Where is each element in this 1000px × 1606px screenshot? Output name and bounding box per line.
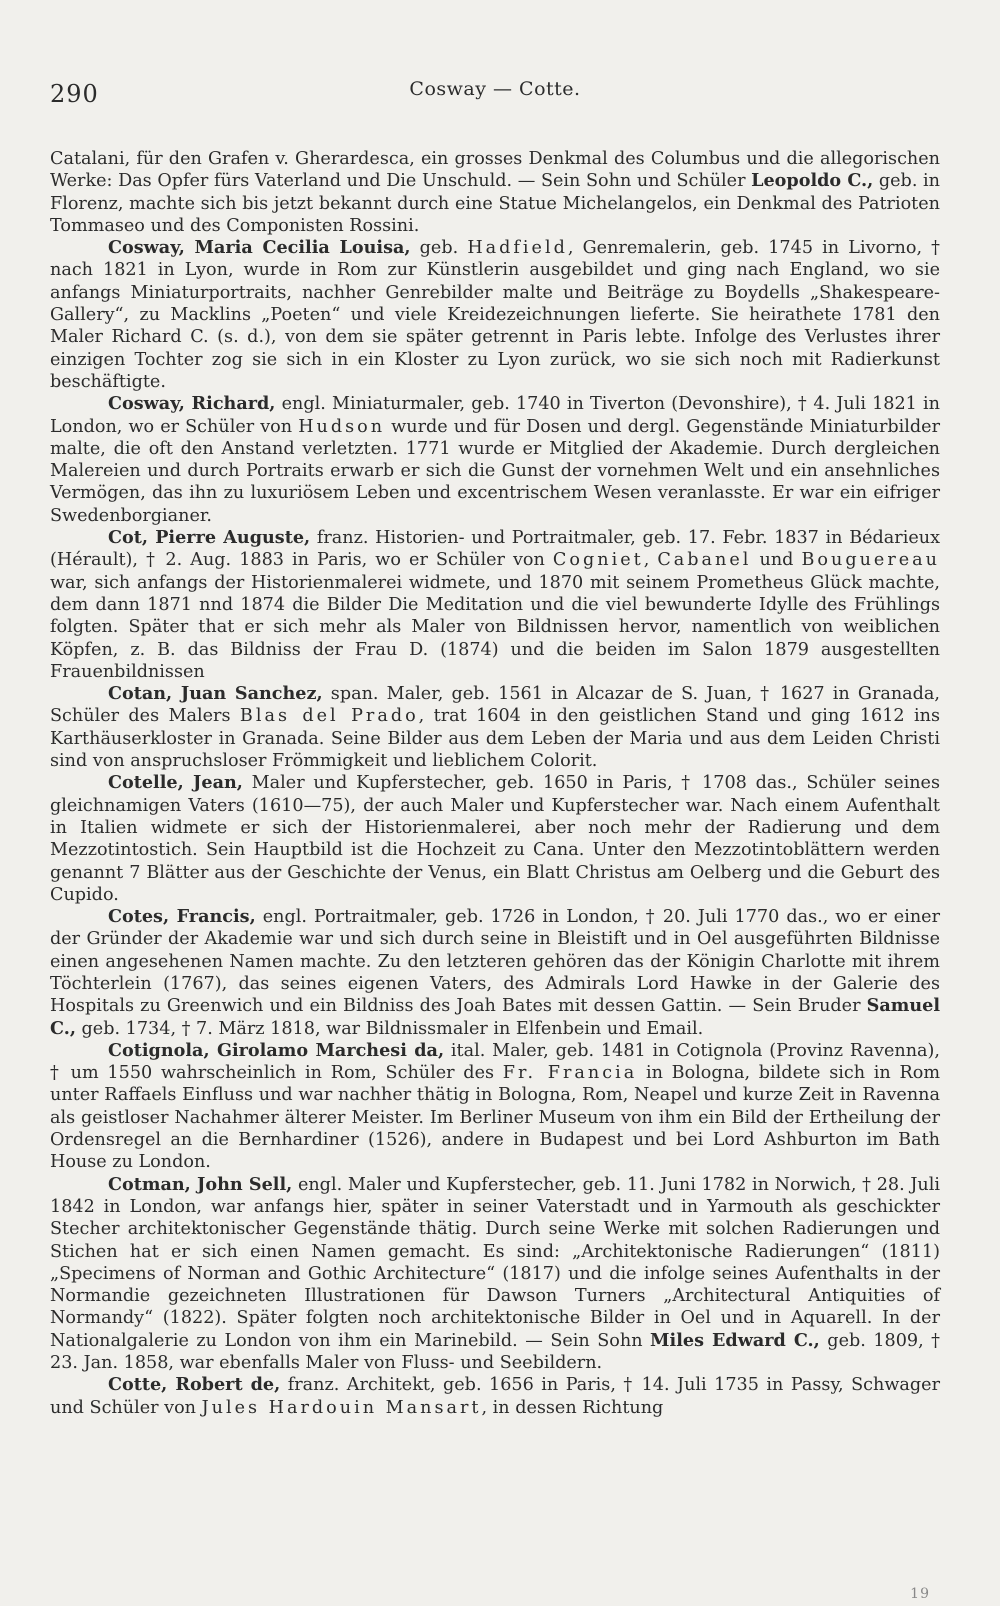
spaced-name: Fr. Francia <box>502 1063 638 1084</box>
entry-headword: Cotes, Francis, <box>108 906 256 928</box>
spaced-name: Blas del Prado <box>239 706 419 727</box>
body-text <box>50 148 940 1419</box>
entry-cosway-richard: Cosway, Richard, engl. Miniaturmaler, geb. 1740 in Tiverton (Devonshire), † 4. Juli 1821 in London, wo er Schüler von Hudson wurde und für Dosen und dergl. Gegenstände Miniaturbilder malte, die oft den Anstand verletzten. 1771 wurde er Mitglied der Akademie. Durch dergleichen Malereien und durch Portraits erwarb er sich die Gunst der vornehmen Welt und ein ansehnliches Vermögen, das ihn zu luxuriösem Leben und excentrischem Wesen veranlasste. Er war ein eifriger Swedenborgianer. <box>50 393 941 526</box>
name-highlight: Samuel C., <box>50 995 940 1039</box>
name-highlight: Leopoldo C., <box>751 170 874 192</box>
entry-continuation: Catalani, für den Grafen v. Gherardesca, ein grosses Denkmal des Columbus und die allegorischen Werke: Das Opfer fürs Vaterland und Die Unschuld. — Sein Sohn und Schüler Leopoldo C., geb. in Florenz, machte sich bis jetzt bekannt durch eine Statue Michelangelos, ein Denkmal des Patrioten Tommaseo und des Componisten Rossini. <box>50 149 940 236</box>
entry-cotes-francis: Cotes, Francis, engl. Portraitmaler, geb. 1726 in London, † 20. Juli 1770 das., wo er einer der Gründer der Akademie war und sich durch seine in Bleistift und in Oel ausgeführten Bildnisse einen angesehenen Namen machte. Zu den letzteren gehören das der Königin Charlotte mit ihrem Töchterlein (1767), das seines eigenen Vaters, des Admirals Lord Hawke in der Galerie des Hospitals zu Greenwich und ein Bildniss des Joah Bates mit dessen Gattin. — Sein Bruder Samuel C., geb. 1734, † 7. März 1818, war Bildnissmaler in Elfenbein und Email. <box>50 906 940 1039</box>
page-number: 290 <box>50 80 99 108</box>
entry-cotan-juan: Cotan, Juan Sanchez, span. Maler, geb. 1561 in Alcazar de S. Juan, † 1627 in Granada, Schüler des Malers Blas del Prado, trat 1604 in den geistlichen Stand und ging 1612 ins Karthäuserkloster in Granada. Seine Bilder aus dem Leben der Maria und aus dem Leiden Christi sind von anspruchsloser Frömmigkeit und lieblichem Colorit. <box>50 683 941 772</box>
entry-cotignola: Cotignola, Girolamo Marchesi da, ital. Maler, geb. 1481 in Cotignola (Provinz Ravenna), † um 1550 wahrscheinlich in Rom, Schüler des Fr. Francia in Bologna, bildete sich in Rom unter Raffaels Einfluss und war nachher thätig in Bologna, Rom, Neapel und kurze Zeit in Ravenna als geistloser Nachahmer älterer Meister. Im Berliner Museum von ihm ein Bild der Ertheilung der Ordensregel an die Bernhardiner (1526), andere in Budapest und bei Lord Ashburton im Bath House zu London. <box>50 1039 941 1173</box>
entry-headword: Cotan, Juan Sanchez, <box>108 683 323 705</box>
entry-cot-pierre: Cot, Pierre Auguste, franz. Historien- und Portraitmaler, geb. 17. Febr. 1837 in Bédarieux (Hérault), † 2. Aug. 1883 in Paris, wo er Schüler von Cogniet, Cabanel und Bouguereau war, sich anfangs der Historienmalerei widmete, und 1870 mit seinem Prometheus Glück machte, dem dann 1871 nnd 1874 die Bilder Die Meditation und die viel bewunderte Idylle des Frühlings folgten. Später that er sich mehr als Maler von Bildnissen hervor, namentlich von weiblichen Köpfen, z. B. das Bildniss der Frau D. (1874) und die beiden im Salon 1879 ausgestellten Frauenbildnissen <box>50 527 940 682</box>
spaced-name: Jules Hardouin Mansart <box>201 1397 482 1418</box>
signature-mark: 19 <box>910 1586 930 1602</box>
entry-headword: Cotelle, Jean, <box>108 772 243 794</box>
spaced-name: Hudson <box>298 416 386 437</box>
running-head: Cosway — Cotte. <box>409 78 581 100</box>
entry-cosway-maria: Cosway, Maria Cecilia Louisa, geb. Hadfield, Genremalerin, geb. 1745 in Livorno, † nach 1821 in Lyon, wurde in Rom zur Künstlerin ausgebildet und ging nach England, wo sie anfangs Miniaturportraits, nachher Genrebilder malte und Beiträge zu Boydells „Shakespeare-Gallery“, zu Macklins „Poeten“ und viele Kreidezeichnungen lieferte. Sie heirathete 1781 den Maler Richard C. (s. d.), von dem sie später getrennt in Paris lebte. Infolge des Verlustes ihrer einzigen Tochter zog sie sich in ein Kloster zu Lyon zurück, wo sie sich noch mit Radierkunst beschäftigte. <box>50 237 940 392</box>
spaced-name: Hadfield <box>467 238 568 259</box>
entry-headword: Cotignola, Girolamo Marchesi da, <box>108 1039 445 1061</box>
entry-headword: Cot, Pierre Auguste, <box>108 527 311 549</box>
spaced-name: Cogniet <box>552 550 644 571</box>
name-highlight: Miles Edward C., <box>650 1329 820 1351</box>
entry-headword: Cosway, Richard, <box>108 393 276 415</box>
entry-headword: Cotman, John Sell, <box>108 1173 293 1195</box>
entry-headword: Cosway, Maria Cecilia Louisa, <box>108 237 411 259</box>
entry-cotelle-jean: Cotelle, Jean, Maler und Kupferstecher, geb. 1650 in Paris, † 1708 das., Schüler seines gleichnamigen Vaters (1610—75), der auch Maler und Kupferstecher war. Nach einem Aufenthalt in Italien widmete er sich der Historienmalerei, aber noch mehr der Radierung und dem Mezzotintostich. Sein Hauptbild ist die Hochzeit zu Cana. Unter den Mezzotintoblättern werden genannt 7 Blätter aus der Geschichte der Venus, ein Blatt Christus am Oelberg und die Geburt des Cupido. <box>50 772 940 905</box>
page-header <box>50 0 940 148</box>
entry-headword: Cotte, Robert de, <box>108 1374 281 1396</box>
entry-cotman-john: Cotman, John Sell, engl. Maler und Kupferstecher, geb. 11. Juni 1782 in Norwich, † 28. Juli 1842 in London, war anfangs hier, später in seiner Vaterstadt und in Yarmouth als geschickter Stecher architektonischer Gegenstände thätig. Durch seine Werke mit solchen Radierungen und Stichen hat er sich einen Namen gemacht. Es sind: „Architektonische Radierungen“ (1811) „Specimens of Norman and Gothic Architecture“ (1817) und die infolge seines Aufenthalts in der Normandie gezeichneten Illustrationen für Dawson Turners „Architectural Antiquities of Normandy“ (1822). Später folgten noch architektonische Bilder in Oel und in Aquarell. In der Nationalgalerie zu London von ihm ein Marinebild. — Sein Sohn Miles Edward C., geb. 1809, † 23. Jan. 1858, war ebenfalls Maler von Fluss- und Seebildern. <box>50 1173 940 1374</box>
spaced-name: Cabanel <box>657 550 752 571</box>
entry-cotte-robert: Cotte, Robert de, franz. Architekt, geb. 1656 in Paris, † 14. Juli 1735 in Passy, Schwager und Schüler von Jules Hardouin Mansart, in dessen Richtung <box>50 1374 940 1418</box>
spaced-name: Bouguereau <box>801 550 940 571</box>
